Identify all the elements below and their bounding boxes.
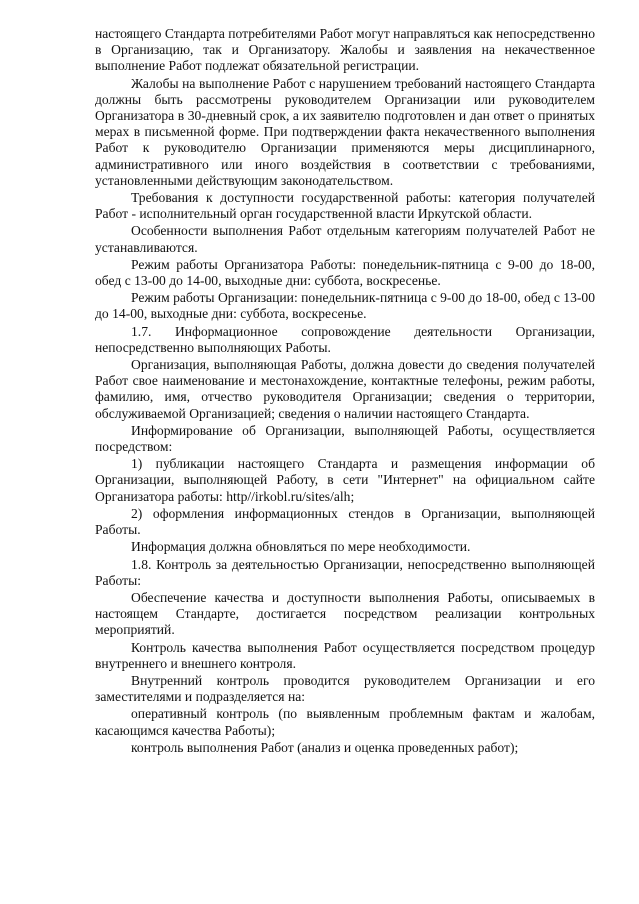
- paragraph-special-categories: Особенности выполнения Работ отдельным категориям получателей Работ не устанавливаются.: [95, 223, 595, 255]
- document-page: [95, 26, 595, 757]
- paragraph-organizer-schedule: Режим работы Организатора Работы: понедельник-пятница с 9-00 до 18-00, обед с 13-00 до 14-00, выходные дни: суббота, воскресенье.: [95, 256, 595, 289]
- list-item-operative-control: оперативный контроль (по выявленным проблемным фактам и жалобам, касающимся качества Работы);: [95, 706, 595, 738]
- paragraph-internal-control: Внутренний контроль проводится руководителем Организации и его заместителями и подразделяется на:: [95, 672, 595, 705]
- section-heading-1-8: 1.8. Контроль за деятельностью Организации, непосредственно выполняющей Работы:: [95, 556, 595, 588]
- paragraph-informing-methods: Информирование об Организации, выполняющей Работы, осуществляется посредством:: [95, 422, 595, 455]
- list-item-publication: 1) публикации настоящего Стандарта и размещения информации об Организации, выполняющей Работу, в сети "Интернет" на официальном сайте Организатора работы: http//irkobl.ru/sites/alh;: [95, 456, 595, 504]
- section-heading-1-7: 1.7. Информационное сопровождение деятельности Организации, непосредственно выполняющих Работы.: [95, 323, 595, 355]
- paragraph-accessibility-requirements: Требования к доступности государственной работы: категория получателей Работ - исполнительный орган государственной власти Иркутской области.: [95, 190, 595, 222]
- paragraph-organization-schedule: Режим работы Организации: понедельник-пятница с 9-00 до 18-00, обед с 13-00 до 14-00, выходные дни: суббота, воскресенье.: [95, 290, 595, 322]
- paragraph-information-disclosure: Организация, выполняющая Работы, должна довести до сведения получателей Работ свое наименование и местонахождение, контактные телефоны, режим работы, фамилию, имя, отчество руководителя Организации; сведения о территории, обслуживаемой Организацией; сведения о наличии настоящего Стандарта.: [95, 357, 595, 421]
- paragraph-info-update: Информация должна обновляться по мере необходимости.: [131, 539, 471, 555]
- list-item-info-stands: 2) оформления информационных стендов в Организации, выполняющей Работы.: [95, 505, 595, 538]
- paragraph-quality-assurance: Обеспечение качества и доступности выполнения Работы, описываемых в настоящем Стандарте, достигается посредством реализации контрольных мероприятий.: [95, 589, 595, 638]
- paragraph-quality-control: Контроль качества выполнения Работ осуществляется посредством процедур внутреннего и внешнего контроля.: [95, 639, 595, 671]
- list-item-work-control: контроль выполнения Работ (анализ и оценка проведенных работ);: [131, 739, 519, 755]
- paragraph-complaints-submission: настоящего Стандарта потребителями Работ могут направляться как непосредственно в Организацию, так и Организатору. Жалобы и заявления на некачественное выполнение Работ подлежат обязательной регистрации.: [95, 26, 595, 74]
- paragraph-complaints-review: Жалобы на выполнение Работ с нарушением требований настоящего Стандарта должны быть рассмотрены руководителем Организации или руководителем Организатора в 30-дневный срок, а их заявителю подготовлен и дан ответ о принятых мерах в письменной форме. При подтверждении факта некачественного выполнения Работ к руководителю Организации применяются меры дисциплинарного, административного или иного воздействия в соответствии с требованиями, установленными действующим законодательством.: [95, 75, 595, 188]
